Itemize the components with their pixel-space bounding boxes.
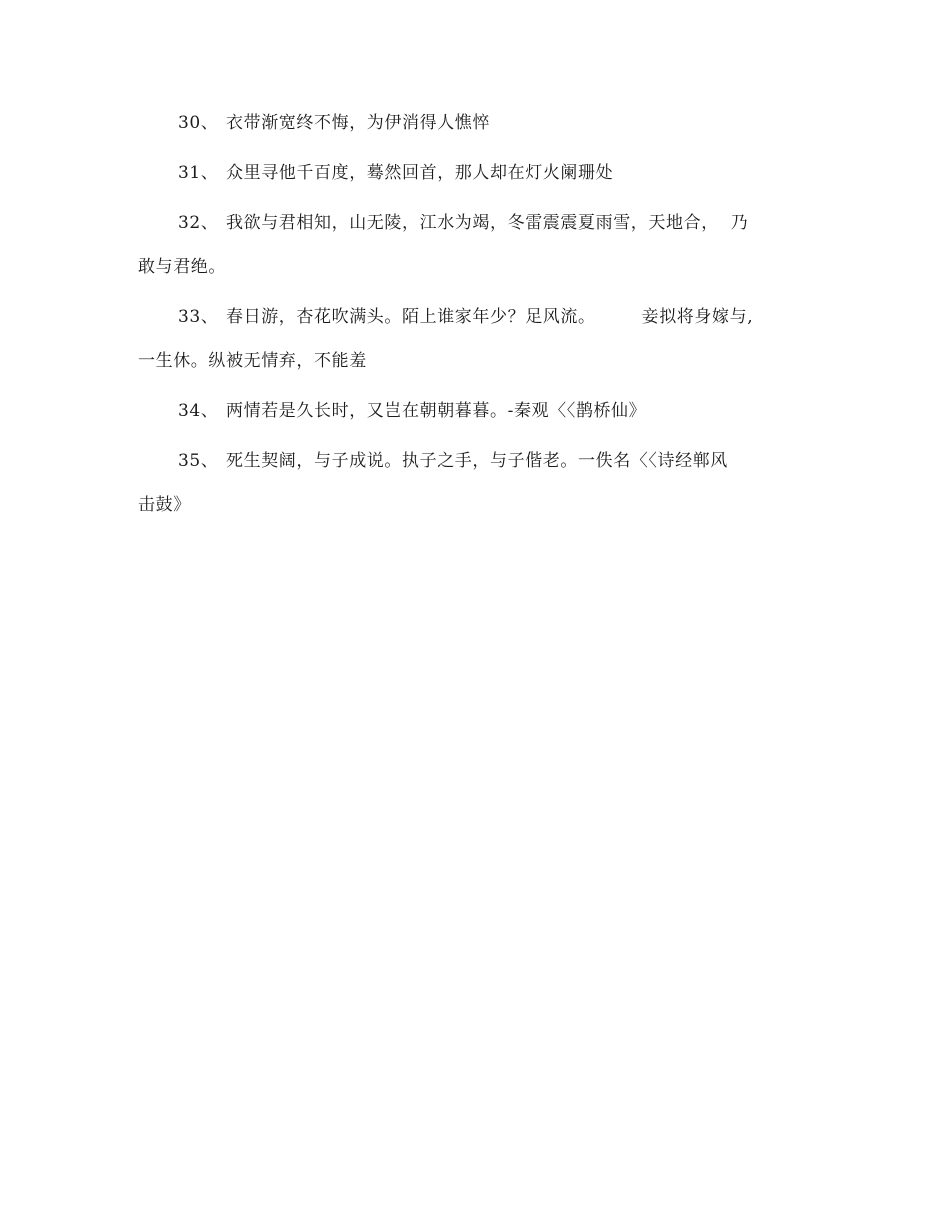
quote-text: 衣带渐宽终不悔，为伊消得人憔悴 — [226, 113, 490, 133]
quote-text: 春日游，杏花吹满头。陌上谁家年少？足风流。 — [226, 307, 596, 327]
quote-text: 两情若是久长时，又岂在朝朝暮暮。-秦观〈〈鹊桥仙》 — [226, 401, 647, 421]
quote-35-continuation — [138, 494, 191, 516]
quote-text: 众里寻他千百度，蓦然回首，那人却在灯火阑珊处 — [226, 163, 614, 183]
quote-35 — [178, 450, 728, 472]
quote-text: 我欲与君相知，山无陵，江水为竭，冬雷震震夏雨雪，天地合， 乃 — [226, 213, 749, 233]
quote-number: 34、 — [178, 401, 219, 421]
quote-number: 33、 — [178, 307, 219, 327]
quote-34 — [178, 400, 646, 422]
quote-number: 31、 — [178, 163, 219, 183]
quote-text: 击鼓》 — [138, 495, 191, 515]
quote-number: 30、 — [178, 113, 219, 133]
quote-33-continuation — [138, 350, 367, 372]
quote-text: 妾拟将身嫁与, — [641, 307, 754, 327]
quote-33 — [178, 306, 753, 328]
quote-text: 敢与君绝。 — [138, 257, 226, 277]
quote-number: 35、 — [178, 451, 219, 471]
quote-32-continuation — [138, 256, 226, 278]
quote-30 — [178, 112, 490, 134]
quote-text: 死生契阔，与子成说。执子之手，与子偕老。一佚名〈〈诗经郸风 — [226, 451, 728, 471]
quote-text: 一生休。纵被无情弃，不能羞 — [138, 351, 367, 371]
quote-number: 32、 — [178, 213, 219, 233]
quote-31 — [178, 162, 613, 184]
quote-32 — [178, 212, 748, 234]
